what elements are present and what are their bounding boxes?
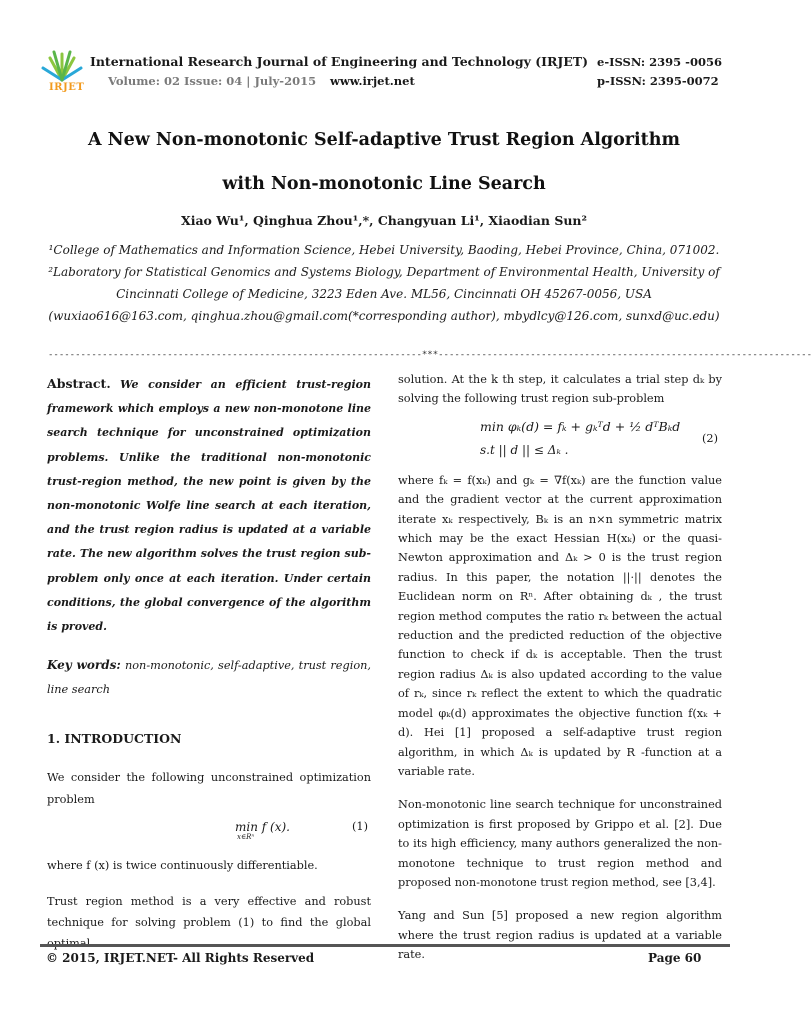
logo-icon <box>40 50 84 86</box>
abstract-heading: Abstract. <box>47 376 111 391</box>
where-statement: where f (x) is twice continuously differentiable. <box>47 858 318 872</box>
abstract <box>47 372 371 639</box>
keywords <box>47 653 371 702</box>
paper-title-line2: with Non-monotonic Line Search <box>222 174 546 194</box>
right-paragraph-1: solution. At the k th step, it calculates a trial step dₖ by solving the following trust region sub-problem <box>398 373 722 406</box>
right-column <box>398 370 722 965</box>
eissn: e-ISSN: 2395 -0056 <box>597 55 722 69</box>
equation-2-number: (2) <box>702 431 719 445</box>
volume-issue: Volume: 02 Issue: 04 | July-2015 <box>108 74 317 88</box>
equation-2 <box>398 415 722 467</box>
footer-rule <box>40 944 730 947</box>
equation-1-subscript: x∈Rⁿ <box>237 832 255 841</box>
affiliation-1: ¹College of Mathematics and Information Science, Hebei University, Baoding, Hebei Province, China, 071002. <box>48 243 720 257</box>
logo-text: IRJET <box>49 82 85 93</box>
right-paragraph-3: Non-monotonic line search technique for unconstrained optimization is first proposed by Grippo et al. [2]. Due to its high efficiency, many authors generalized the non-monotone technique to trust region method and proposed non-monotone trust region method, see [3,4]. <box>398 798 722 889</box>
keywords-heading: Key words: <box>47 658 121 673</box>
intro-paragraph-1: We consider the following unconstrained optimization problem <box>47 770 371 806</box>
left-column <box>47 372 371 954</box>
equation-1-body: min f (x). <box>235 819 290 834</box>
affiliation-2a: ²Laboratory for Statistical Genomics and Systems Biology, Department of Environmental Health, University of <box>48 265 720 279</box>
abstract-body: We consider an efficient trust-region framework which employs a new non-monotone line search technique for unconstrained optimization problems. Unlike the traditional non-monotonic trust-region method, the new point is given by the non-monotonic Wolfe line search at each iteration, and the trust region radius is updated at a variable rate. The new algorithm solves the trust region sub-problem only once at each iteration. Under certain conditions, the global convergence of the algorithm is proved. <box>47 378 372 634</box>
intro-paragraph-2: Trust region method is a very effective and robust technique for solving problem (1) to find the global optimal <box>47 894 371 950</box>
equation-2-line2: s.t || d || ≤ Δₖ . <box>480 442 569 457</box>
right-paragraph-2: where fₖ = f(xₖ) and gₖ = ∇f(xₖ) are the function value and the gradient vector at the current approximation iterate xₖ respectively, Bₖ is an n×n symmetric matrix which may be the exact Hessian H(xₖ) or the quasi-Newton approximation and Δₖ > 0 is the trust region radius. In this paper, the notation ||·|| denotes the Euclidean norm on Rⁿ. After obtaining dₖ , the trust region method computes the ratio rₖ between the actual reduction and the predicted reduction of the objective function to check if dₖ is acceptable. Then the trust region radius Δₖ is also updated according to the value of rₖ, since rₖ reflect the extent to which the quadratic model φₖ(d) approximates the objective function f(xₖ + d). Hei [1] proposed a self-adaptive trust region algorithm, in which Δₖ is updated by R -function at a variable rate. <box>398 473 722 778</box>
equation-1 <box>47 811 371 855</box>
journal-name: International Research Journal of Engineering and Technology (IRJET) <box>90 54 589 69</box>
equation-1-number: (1) <box>352 819 369 833</box>
section-separator: ---------------------------------------------------------------------***--------------------------------------------------------------------- <box>48 350 812 360</box>
author-emails: (wuxiao616@163.com, qinghua.zhou@gmail.com(*corresponding author), mbydlcy@126.com, sunxd@uc.edu) <box>48 309 720 323</box>
author-list: Xiao Wu¹, Qinghua Zhou¹,*, Changyuan Li¹, Xiaodian Sun² <box>181 213 587 228</box>
equation-2-line1: min φₖ(d) = fₖ + gₖᵀd + ½ dᵀBₖd <box>480 418 681 434</box>
pissn: p-ISSN: 2395-0072 <box>597 74 719 88</box>
section-heading-introduction: 1. INTRODUCTION <box>47 730 182 746</box>
footer-page-number: Page 60 <box>648 951 702 965</box>
affiliation-2b: Cincinnati College of Medicine, 3223 Eden Ave. ML56, Cincinnati OH 45267-0056, USA <box>116 287 652 301</box>
website: www.irjet.net <box>330 74 415 88</box>
paper-title-line1: A New Non-monotonic Self-adaptive Trust Region Algorithm <box>87 130 681 150</box>
footer-copyright: © 2015, IRJET.NET- All Rights Reserved <box>46 951 315 965</box>
right-paragraph-4: Yang and Sun [5] proposed a new region algorithm where the trust region radius is updated at a variable rate. <box>398 909 722 962</box>
keywords-body: non-monotonic, self-adaptive, trust region, line search <box>47 659 371 697</box>
